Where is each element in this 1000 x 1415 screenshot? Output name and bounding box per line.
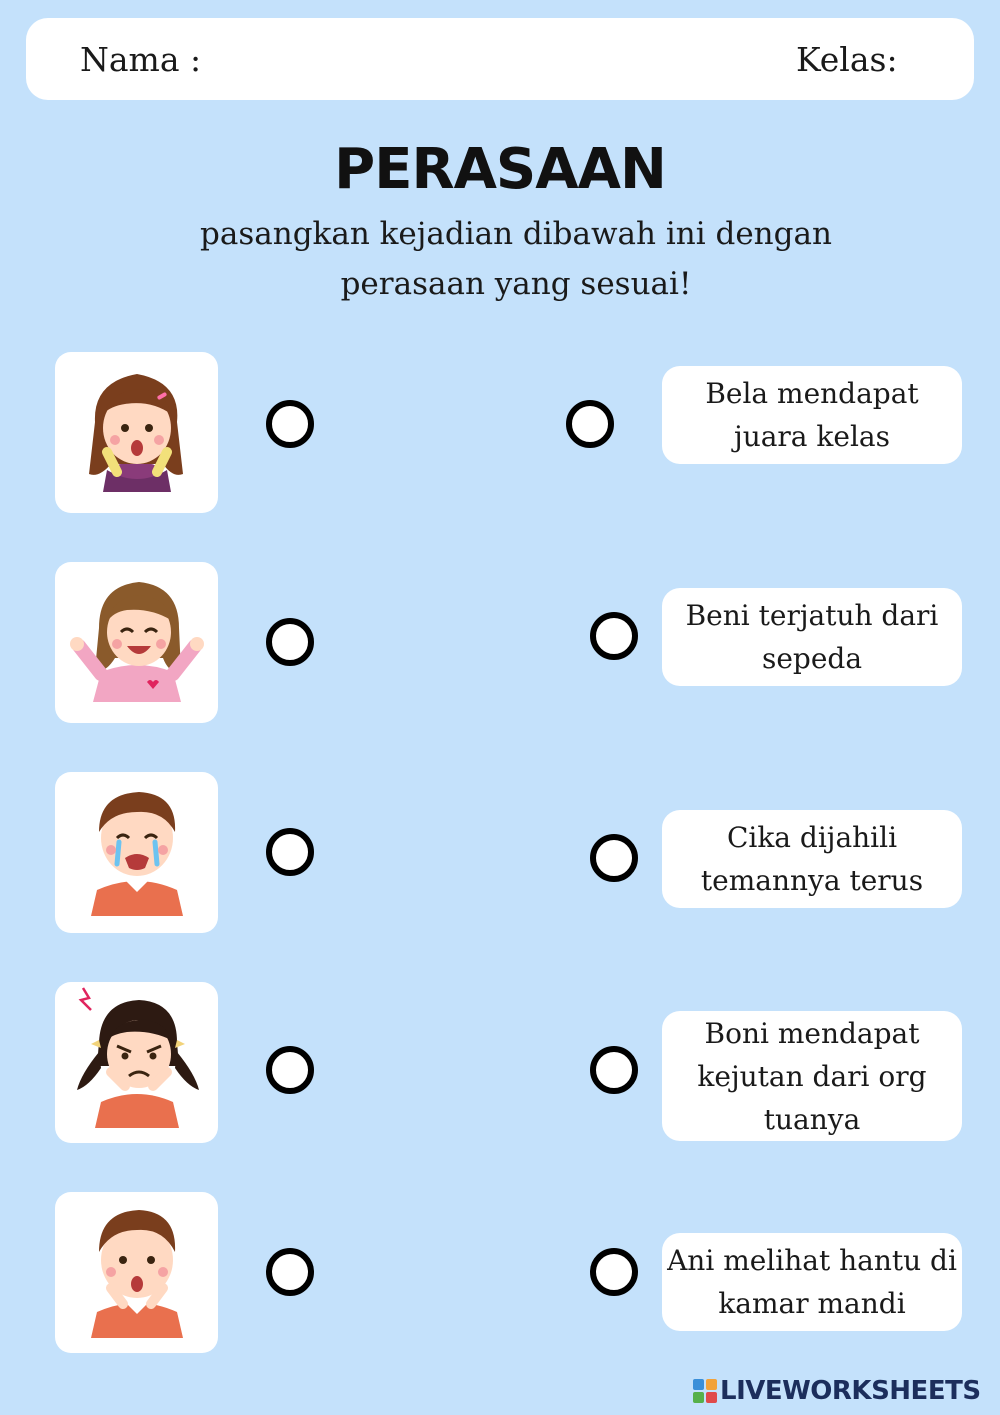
brand-name: LIVEWORKSHEETS (720, 1376, 981, 1406)
class-label: Kelas: (796, 40, 898, 79)
event-card-5 (662, 1233, 962, 1331)
picture-card-2 (55, 562, 218, 723)
match-dot-right-1[interactable] (566, 400, 614, 448)
picture-card-1 (55, 352, 218, 513)
shocked-girl-icon (55, 352, 218, 513)
instruction-line-2: perasaan yang sesuai! (340, 266, 692, 302)
match-dot-left-3[interactable] (266, 828, 314, 876)
event-text-1: Bela mendapat juara kelas (705, 377, 919, 453)
crying-boy-icon (55, 772, 218, 933)
match-dot-right-3[interactable] (590, 834, 638, 882)
liveworksheets-logo-icon (693, 1379, 717, 1403)
match-dot-right-2[interactable] (590, 612, 638, 660)
picture-card-5 (55, 1192, 218, 1353)
name-label: Nama : (80, 40, 202, 79)
event-card-2 (662, 588, 962, 686)
liveworksheets-logo (693, 1376, 981, 1406)
match-dot-left-4[interactable] (266, 1046, 314, 1094)
picture-card-3 (55, 772, 218, 933)
match-dot-right-4[interactable] (590, 1046, 638, 1094)
happy-girl-icon (55, 562, 218, 723)
event-card-3 (662, 810, 962, 908)
event-card-4 (662, 1011, 962, 1141)
page-title: PERASAAN (334, 137, 666, 202)
event-card-1 (662, 366, 962, 464)
instruction-line-1: pasangkan kejadian dibawah ini dengan (200, 216, 832, 252)
scared-boy-icon (55, 1192, 218, 1353)
event-text-2: Beni terjatuh dari sepeda (685, 599, 939, 675)
match-dot-left-5[interactable] (266, 1248, 314, 1296)
event-text-5: Ani melihat hantu di kamar mandi (667, 1244, 957, 1320)
match-dot-left-1[interactable] (266, 400, 314, 448)
match-dot-left-2[interactable] (266, 618, 314, 666)
match-dot-right-5[interactable] (590, 1248, 638, 1296)
picture-card-4 (55, 982, 218, 1143)
event-text-4: Boni mendapat kejutan dari org tuanya (697, 1016, 927, 1136)
event-text-3: Cika dijahili temannya terus (700, 821, 924, 897)
angry-girl-icon (55, 982, 218, 1143)
